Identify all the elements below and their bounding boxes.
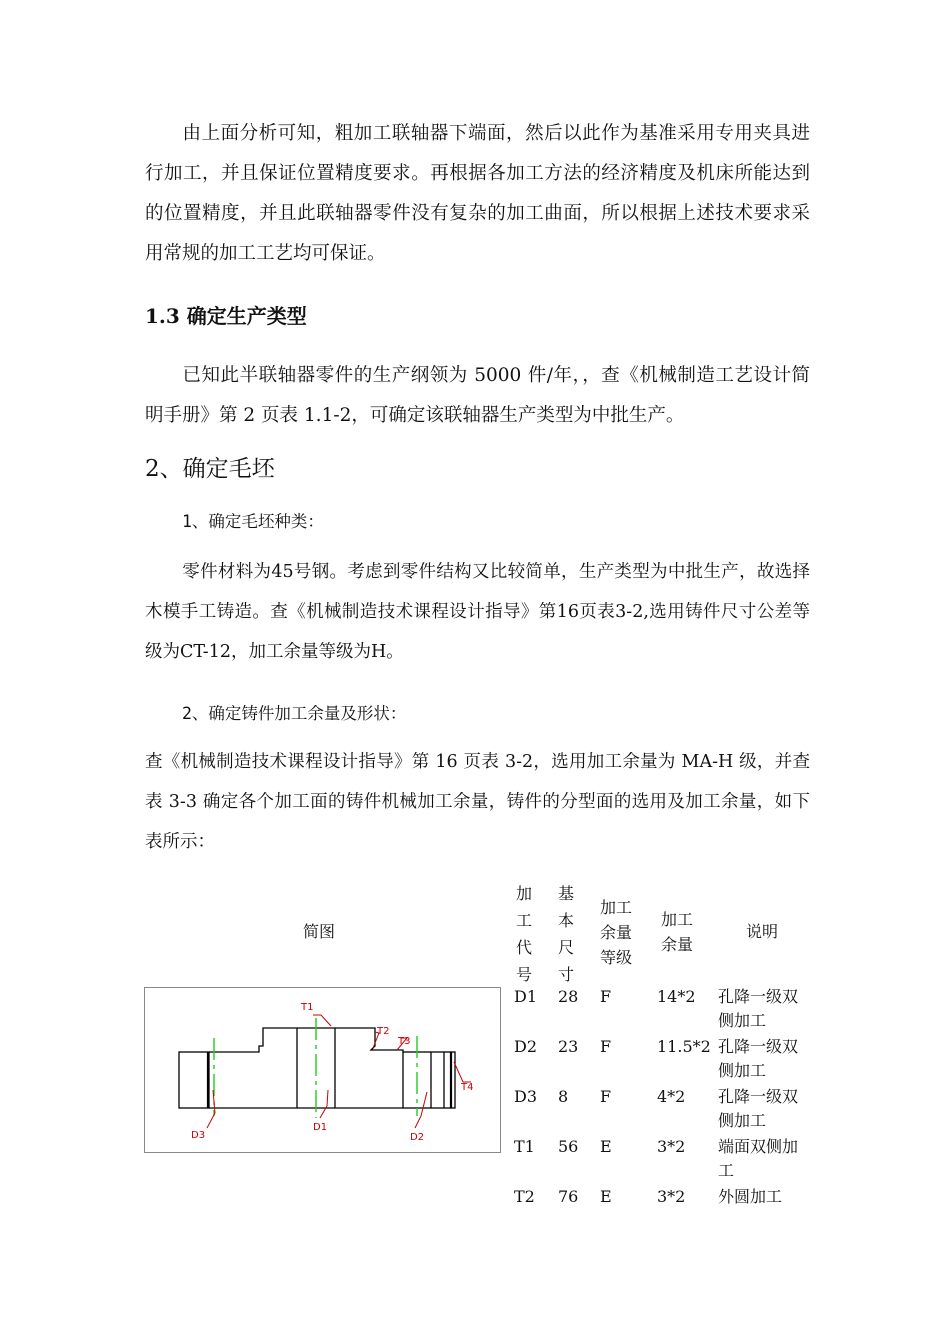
header-grade-line: 余量 (600, 923, 633, 942)
paragraph-analysis (145, 114, 810, 274)
cell-allowance: 4*2 (657, 1087, 686, 1106)
coupling-sketch-diagram (144, 987, 501, 1153)
paragraph-production-type (145, 356, 810, 436)
section-heading-1-3: 1.3 确定生产类型 (145, 304, 307, 328)
cell-note: 侧加工 (718, 1011, 767, 1030)
label-t1: T1 (301, 1002, 314, 1013)
cell-code: T1 (514, 1137, 535, 1156)
cell-code: D3 (514, 1087, 538, 1106)
header-allowance-line: 加工 (661, 910, 694, 929)
cell-code: D1 (514, 987, 538, 1006)
paragraph-analysis-text: 由上面分析可知，粗加工联轴器下端面，然后以此作为基准采用专用夹具进行加工，并且保证位置精度要求。再根据各加工方法的经济精度及机床所能达到的位置精度，并且此联轴器零件没有复杂的加工曲面，所以根据上述技术要求采用常规的加工工艺均可保证。 (145, 123, 810, 264)
header-size-char: 本 (557, 911, 574, 930)
header-size-char: 基 (557, 884, 574, 903)
cell-grade: F (600, 1037, 612, 1056)
coupling-outline (179, 1028, 455, 1108)
cell-code: T2 (514, 1187, 535, 1206)
paragraph-material (145, 552, 810, 672)
paragraph-allowance-table-intro-text: 查《机械制造技术课程设计指导》第 16 页表 3-2，选用加工余量为 MA-H 级，并查表 3-3 确定各个加工面的铸件机械加工余量，铸件的分型面的选用及加工余量，如下表所示： (145, 752, 810, 852)
cell-code: D2 (514, 1037, 538, 1056)
cell-grade: E (600, 1137, 612, 1156)
paragraph-production-type-text: 已知此半联轴器零件的生产纲领为 5000 件/年，，查《机械制造工艺设计简明手册》第 2 页表 1.1-2，可确定该联轴器生产类型为中批生产。 (145, 365, 810, 426)
paragraph-allowance-table-intro (145, 742, 810, 862)
cell-allowance: 14*2 (657, 987, 696, 1006)
paragraph-material-text: 零件材料为45号钢。考虑到零件结构又比较简单，生产类型为中批生产，故选择木模手工铸造。查《机械制造技术课程设计指导》第16页表3-2,选用铸件尺寸公差等级为CT-12，加工余量等级为H。 (145, 562, 810, 662)
header-code-char: 加 (515, 884, 532, 903)
label-d1: D1 (313, 1122, 328, 1133)
label-d3: D3 (191, 1130, 206, 1141)
cell-allowance: 3*2 (657, 1187, 686, 1206)
cell-note: 工 (718, 1161, 735, 1180)
header-sketch: 简图 (303, 922, 336, 941)
cell-note: 侧加工 (718, 1111, 767, 1130)
cell-note: 孔降一级双 (718, 987, 799, 1006)
header-size-char: 寸 (557, 965, 574, 984)
cell-allowance: 3*2 (657, 1137, 686, 1156)
cell-size: 56 (558, 1137, 579, 1156)
header-code-char: 工 (515, 911, 532, 930)
cell-size: 23 (558, 1037, 579, 1056)
label-t2: T2 (377, 1026, 390, 1037)
label-t3: T3 (398, 1036, 411, 1047)
header-grade-line: 加工 (600, 898, 633, 917)
cell-note: 孔降一级双 (718, 1087, 799, 1106)
header-grade-line: 等级 (600, 948, 633, 967)
cell-note: 外圆加工 (718, 1187, 783, 1206)
header-note: 说明 (746, 922, 779, 941)
subheading-blank-type: 1、确定毛坯种类： (182, 512, 324, 531)
cell-size: 8 (558, 1087, 569, 1106)
cell-note: 孔降一级双 (718, 1037, 799, 1056)
cell-grade: F (600, 987, 612, 1006)
header-code-char: 号 (515, 965, 532, 984)
cell-note: 侧加工 (718, 1061, 767, 1080)
cell-grade: F (600, 1087, 612, 1106)
cell-allowance: 11.5*2 (657, 1037, 711, 1056)
subheading-allowance: 2、确定铸件加工余量及形状： (182, 704, 407, 723)
header-code-char: 代 (515, 938, 532, 957)
label-d2: D2 (410, 1132, 425, 1143)
section-heading-2: 2、确定毛坯 (145, 456, 275, 482)
header-size-char: 尺 (557, 938, 574, 957)
cell-size: 76 (558, 1187, 579, 1206)
header-allowance-line: 余量 (661, 935, 694, 954)
cell-grade: E (600, 1187, 612, 1206)
cell-note: 端面双侧加 (718, 1137, 799, 1156)
cell-size: 28 (558, 987, 579, 1006)
coupling-sketch-svg (145, 988, 500, 1152)
label-t4: T4 (461, 1082, 474, 1093)
